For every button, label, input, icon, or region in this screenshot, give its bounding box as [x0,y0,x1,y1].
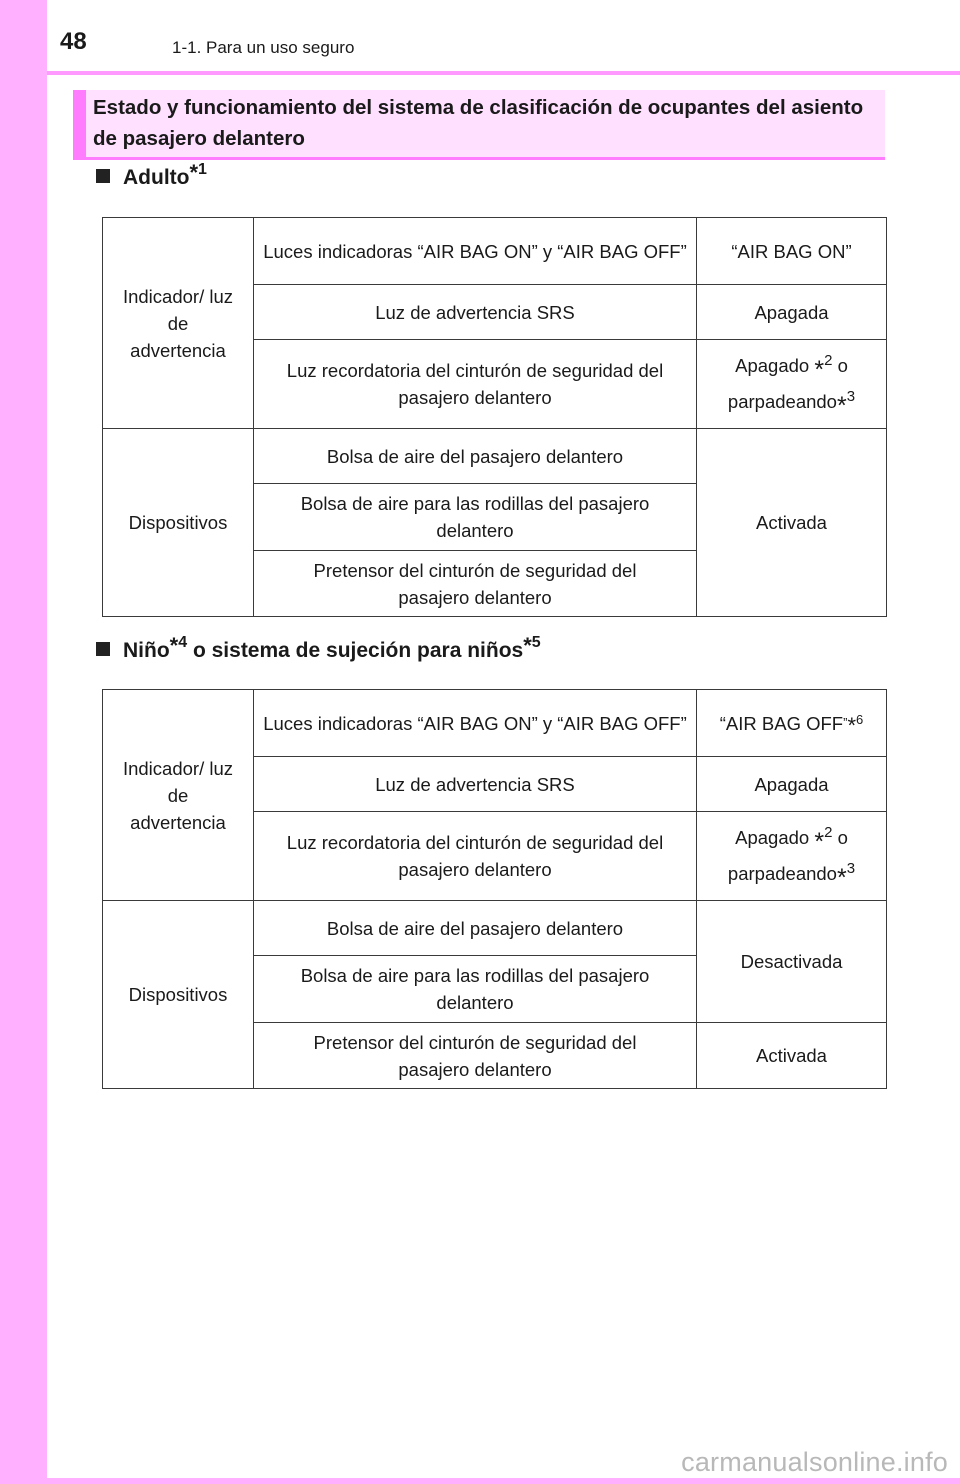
row-label-srs: Luz de advertencia SRS [254,757,697,812]
square-bullet-icon [96,642,110,656]
group-indicator: Indicador/ luz de advertencia [103,218,254,429]
banner-title: Estado y funcionamiento del sistema de clasificación de ocupantes del asiento de pasajero delantero [93,96,864,150]
value-seatbelt-reminder: Apagado *$^2$ o parpadeando*$^3$ [697,812,887,901]
row-label-srs: Luz de advertencia SRS [254,285,697,340]
row-label-seatbelt-reminder: Luz recordatoria del cinturón de seguridad del pasajero delantero [254,812,697,901]
value-airbag-lights: “AIR BAG OFF”*$^6$ [697,690,887,757]
row-label-airbag-lights: Luces indicadoras “AIR BAG ON” y “AIR BAG OFF” [254,218,697,285]
adult-status-table [102,217,887,617]
row-label-knee-airbag: Bolsa de aire para las rodillas del pasajero delantero [254,956,697,1023]
adult-heading-text: Adulto [123,166,190,189]
value-devices: Activada [697,429,887,617]
table-row [103,690,887,757]
child-heading-footnote-b: *5 [523,633,541,658]
value-airbags: Desactivada [697,901,887,1023]
value-srs: Apagada [697,757,887,812]
child-heading-text-b: o sistema de sujeción para niños [187,639,524,662]
row-label-seatbelt-reminder: Luz recordatoria del cinturón de seguridad del pasajero delantero [254,340,697,429]
value-pretensioner: Activada [697,1023,887,1089]
square-bullet-icon [96,169,110,183]
group-indicator: Indicador/ luz de advertencia [103,690,254,901]
row-label-pretensioner: Pretensor del cinturón de seguridad del pasajero delantero [254,551,697,617]
child-status-table [102,689,887,1089]
row-label-front-airbag: Bolsa de aire del pasajero delantero [254,429,697,484]
header-rule [47,71,960,75]
value-seatbelt-reminder: Apagado *$^2$ o parpadeando*$^3$ [697,340,887,429]
group-devices: Dispositivos [103,901,254,1089]
bottom-color-strip [0,1478,960,1484]
watermark: carmanualsonline.info [681,1447,948,1477]
child-heading [96,633,541,663]
table-row [103,901,887,956]
row-label-knee-airbag: Bolsa de aire para las rodillas del pasajero delantero [254,484,697,551]
left-color-bar [0,0,47,1484]
row-label-front-airbag: Bolsa de aire del pasajero delantero [254,901,697,956]
adult-heading-footnote: *1 [189,160,207,185]
adult-heading [96,160,207,190]
section-title: 1-1. Para un uso seguro [172,38,355,57]
row-label-airbag-lights: Luces indicadoras “AIR BAG ON” y “AIR BAG OFF” [254,690,697,757]
page-number: 48 [60,28,87,55]
child-heading-footnote-a: *4 [169,633,188,658]
topic-banner [73,90,885,160]
value-airbag-lights: “AIR BAG ON” [697,218,887,285]
child-heading-text-a: Niño [123,639,170,662]
table-row [103,429,887,484]
value-srs: Apagada [697,285,887,340]
group-devices: Dispositivos [103,429,254,617]
table-row [103,218,887,285]
row-label-pretensioner: Pretensor del cinturón de seguridad del pasajero delantero [254,1023,697,1089]
